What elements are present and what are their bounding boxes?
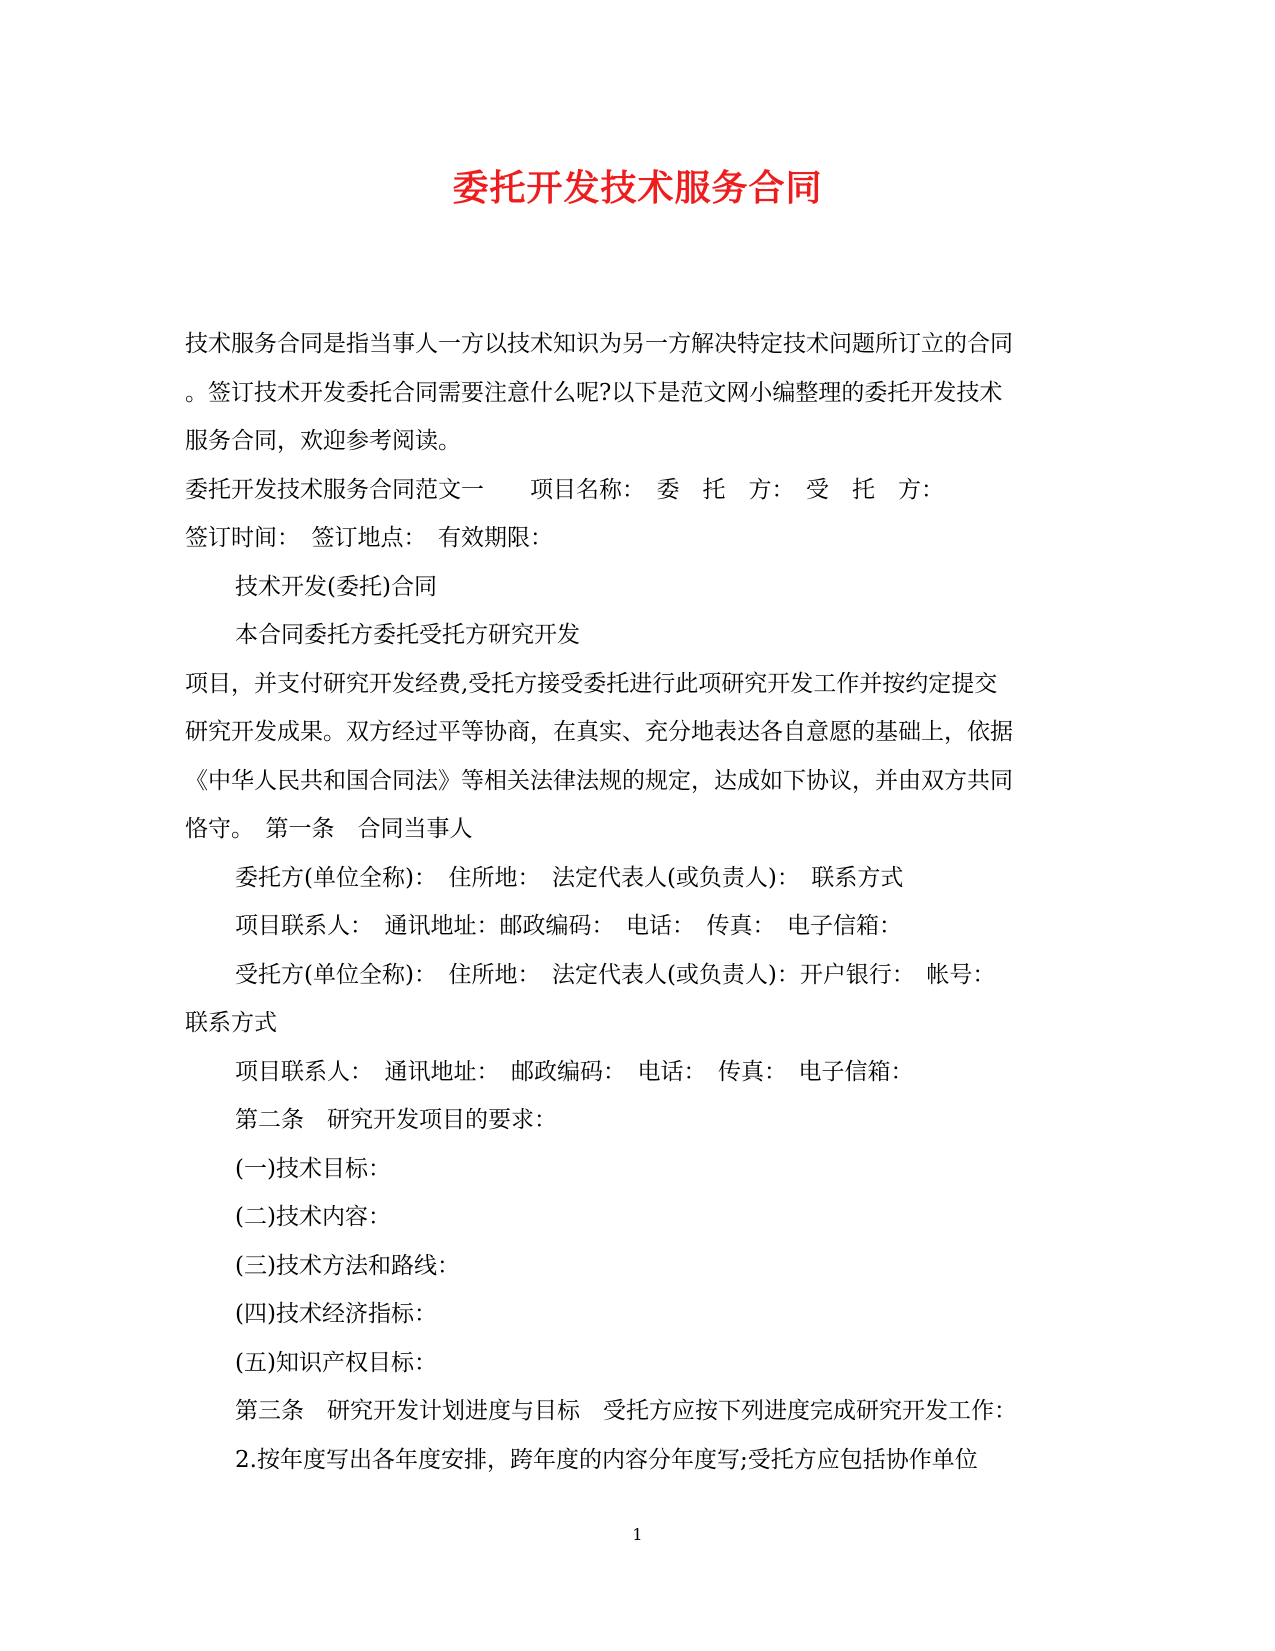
document-body bbox=[185, 320, 1095, 1484]
document-title: 委托开发技术服务合同 bbox=[452, 167, 823, 209]
text-line: 项目，并支付研究开发经费,受托方接受委托进行此项研究开发工作并按约定提交 bbox=[185, 670, 998, 697]
text-line: 服务合同，欢迎参考阅读。 bbox=[185, 428, 461, 454]
text-line: 项目联系人： 通讯地址： 邮政编码： 电话： 传真： 电子信箱： bbox=[235, 1058, 914, 1085]
text-line: 研究开发成果。双方经过平等协商，在真实、充分地表达各自意愿的基础上，依据 bbox=[185, 719, 1013, 745]
text-line: 受托方(单位全称)： 住所地： 法定代表人(或负责人)：开户银行： 帐号： bbox=[235, 961, 996, 988]
text-line: (三)技术方法和路线： bbox=[235, 1252, 460, 1279]
text-line: 签订时间： 签订地点： 有效期限： bbox=[185, 525, 553, 551]
text-line: 委托方(单位全称)： 住所地： 法定代表人(或负责人)： 联系方式 bbox=[235, 864, 904, 891]
text-line: 联系方式 bbox=[185, 1010, 277, 1036]
text-line: 第二条 研究开发项目的要求： bbox=[235, 1107, 557, 1133]
text-line: 恪守。 第一条 合同当事人 bbox=[185, 816, 473, 842]
text-line: 技术服务合同是指当事人一方以技术知识为另一方解决特定技术问题所订立的合同 bbox=[185, 331, 1013, 357]
text-line: 技术开发(委托)合同 bbox=[235, 573, 437, 600]
text-line: 。签订技术开发委托合同需要注意什么呢?以下是范文网小编整理的委托开发技术 bbox=[185, 379, 1003, 406]
text-line: 2.按年度写出各年度安排，跨年度的内容分年度写;受托方应包括协作单位 bbox=[235, 1446, 978, 1473]
page-number: 1 bbox=[632, 1525, 643, 1544]
text-line: 项目联系人： 通讯地址：邮政编码： 电话： 传真： 电子信箱： bbox=[235, 913, 902, 939]
text-line: (一)技术目标： bbox=[235, 1155, 391, 1182]
text-line: (五)知识产权目标： bbox=[235, 1349, 437, 1376]
text-line: 《中华人民共和国合同法》等相关法律法规的规定，达成如下协议，并由双方共同 bbox=[185, 767, 1013, 794]
text-line: 本合同委托方委托受托方研究开发 bbox=[235, 622, 580, 648]
text-line: (二)技术内容： bbox=[235, 1204, 391, 1230]
text-line: 第三条 研究开发计划进度与目标 受托方应按下列进度完成研究开发工作： bbox=[235, 1398, 1017, 1424]
text-line: 委托开发技术服务合同范文一 项目名称： 委 托 方： 受 托 方： bbox=[185, 476, 944, 503]
text-line: (四)技术经济指标： bbox=[235, 1301, 437, 1327]
